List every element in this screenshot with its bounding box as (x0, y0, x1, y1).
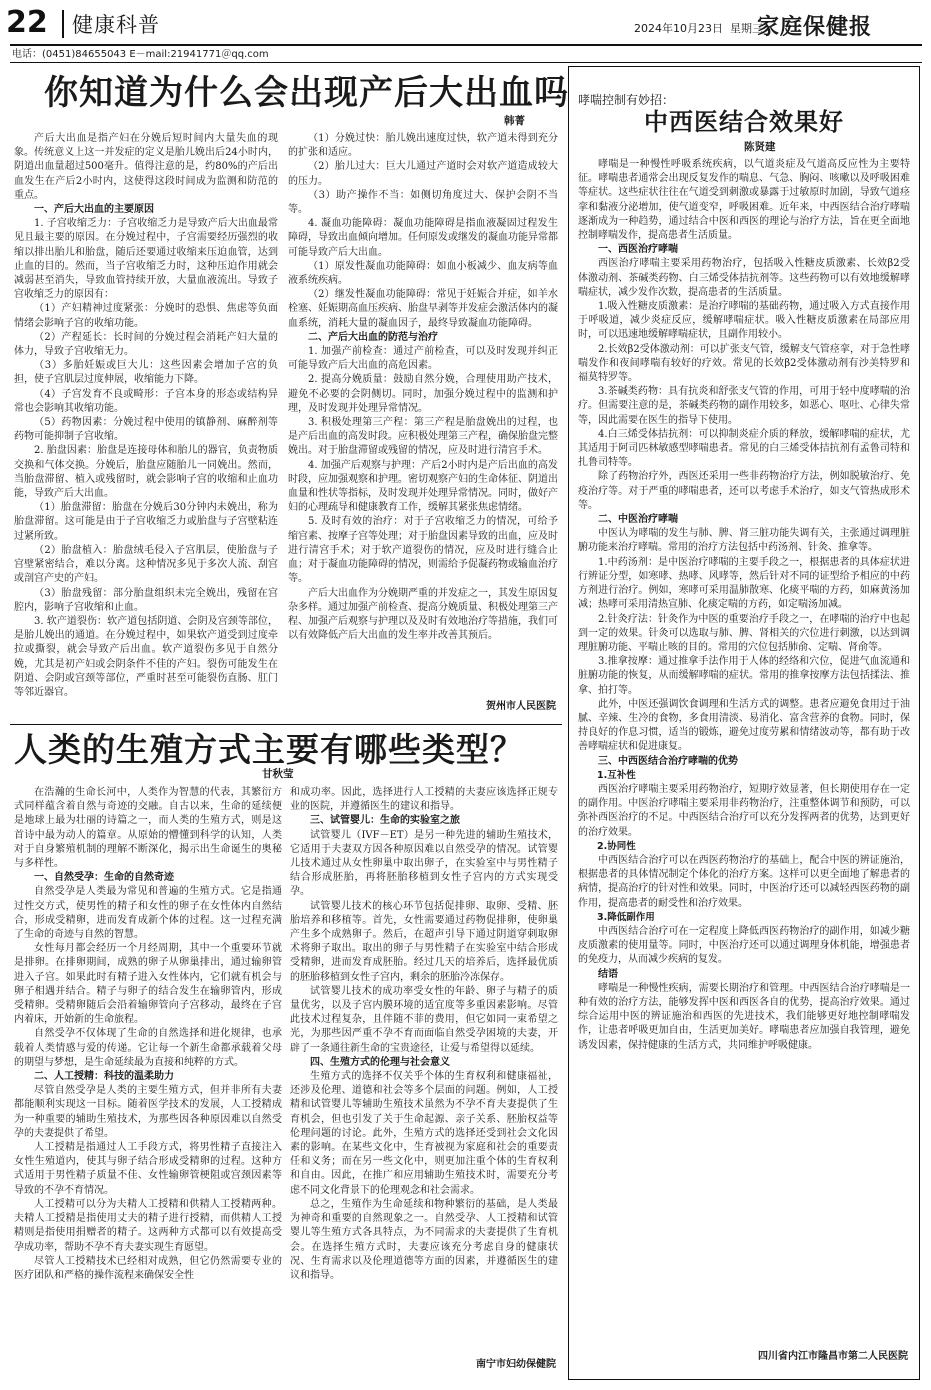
paragraph: （3）胎盘残留：部分胎盘组织未完全娩出，残留在宫腔内，影响子宫收缩和止血。 (14, 587, 278, 613)
sub-heading: 2.协同性 (597, 840, 636, 852)
article2-col2 (290, 786, 558, 1354)
paragraph: （2）继发性凝血功能障碍：常见于妊娠合并症，如羊水栓塞、妊娠期高血压疾病、胎盘早剥等并发症会激活体内的凝血系统，消耗大量的凝血因子，最终导致凝血功能障碍。 (288, 289, 558, 329)
article1-col1 (14, 132, 278, 724)
article1-source: 贺州市人民医院 (486, 701, 556, 712)
paragraph: 哮喘是一种慢性呼吸系统疾病，以气道炎症及气道高反应性为主要特征。哮喘患者通常会出现反复发作的喘息、气急、胸闷、咳嗽以及呼吸困难等症状。这些症状往往在气道受到刺激或暴露于过敏原时加剧，导致气道痉挛和黏液分泌增加，使气道变窄，呼吸困难。近年来，中西医结合治疗哮喘逐渐成为一种趋势，通过结合中医和西医的理论与治疗方法，旨在更全面地控制哮喘发作，提高患者生活质量。 (578, 159, 910, 242)
paragraph: 4. 加强产后观察与护理：产后2小时内是产后出血的高发时段，应加强观察和护理。密切观察产妇的生命体征、阴道出血量和性状等指标，及时发现并处理异常情况。同时，做好产妇的心理疏导和健康教育工作，缓解其紧张焦虑情绪。 (288, 459, 558, 514)
paragraph: 西医治疗哮喘主要采用药物治疗，包括吸入性糖皮质激素、长效β2受体激动剂、茶碱类药物、白三烯受体拮抗剂等。这些药物可以有效地缓解哮喘症状，减少发作次数，提高患者的生活质量。 (578, 258, 910, 298)
paragraph: 3. 软产道裂伤：软产道包括阴道、会阴及宫颈等部位，是胎儿娩出的通道。在分娩过程中，如果软产道受到过度牵拉或撕裂，就会导致产后出血。软产道裂伤多见于自然分娩，尤其是初产妇或会阴条件不佳的产妇。裂伤可能发生在阴道、会阴或宫颈等部位，严重时甚至可能裂伤直肠、肛门等邻近器官。 (14, 615, 278, 698)
paragraph: （1）分娩过快：胎儿娩出速度过快，软产道未得到充分的扩张和适应。 (288, 133, 558, 159)
section-heading: 二、中医治疗哮喘 (598, 514, 678, 526)
section-title: 健康科普 (72, 13, 160, 37)
article2-col1 (14, 786, 282, 1382)
page-number: 22 (6, 5, 48, 40)
article3-author: 陈贤建 (744, 141, 776, 153)
paragraph: 人工授精可以分为夫精人工授精和供精人工授精两种。夫精人工授精是指使用丈夫的精子进行授精，而供精人工授精则是指使用捐赠者的精子。这两种方式都可以有效提高受孕成功率，帮助不孕不育夫妻实现生育愿望。 (14, 1198, 282, 1253)
section-heading: 二、产后大出血的防范与治疗 (308, 331, 438, 343)
section-heading: 二、人工授精：科技的温柔助力 (34, 1071, 174, 1083)
paragraph: 1.吸入性糖皮质激素：是治疗哮喘的基础药物，通过吸入方式直接作用于呼吸道，减少炎症反应，缓解哮喘症状。吸入性糖皮质激素在局部应用时，可以迅速地缓解哮喘症状，且副作用较小。 (578, 301, 910, 341)
article3-title: 中西医结合效果好 (644, 107, 844, 136)
paragraph: 哮喘是一种慢性疾病，需要长期治疗和管理。中西医结合治疗哮喘是一种有效的治疗方法，能够发挥中医和西医各自的优势，提高治疗效果。通过综合运用中医的辨证施治和西医的先进技术，我们能够更好地控制哮喘发作，让患者呼吸更加自由，生活更加美好。哮喘患者应加强自我管理，避免诱发因素，保持健康的生活方式，共同维护呼吸健康。 (578, 982, 910, 1051)
paragraph: （5）药物因素：分娩过程中使用的镇静剂、麻醉剂等药物可能抑制子宫收缩。 (14, 417, 278, 443)
paragraph: 中医认为哮喘的发生与肺、脾、肾三脏功能失调有关，主张通过调理脏腑功能来治疗哮喘。常用的治疗方法包括中药汤剂、针灸、推拿等。 (578, 528, 910, 554)
paragraph: 2. 胎盘因素：胎盘是连接母体和胎儿的器官，负责物质交换和气体交换。分娩后，胎盘应随胎儿一同娩出。然而，当胎盘滞留、植入或残留时，就会影响子宫的收缩和止血功能，导致产后大出血。 (14, 445, 278, 500)
paragraph: 女性每月都会经历一个月经周期，其中一个重要环节就是排卵。在排卵期间，成熟的卵子从卵巢排出，通过输卵管进入子宫。如果此时有精子进入女性体内，它们就有机会与卵子相遇并结合。精子与卵子的结合发生在输卵管内，形成受精卵。受精卵随后会沿着输卵管向子宫移动，最终在子宫内着床，开始新的生命旅程。 (14, 943, 282, 1026)
paragraph: 除了药物治疗外，西医还采用一些非药物治疗方法，例如脱敏治疗、免疫治疗等。对于严重的哮喘患者，还可以考虑手术治疗，如支气管热成形术等。 (578, 471, 910, 511)
paragraph: 3. 积极处理第三产程：第三产程是胎盘娩出的过程，也是产后出血的高发时段。应积极处理第三产程，确保胎盘完整娩出。对于胎盘滞留或残留的情况，应及时进行清宫手术。 (288, 417, 558, 457)
paragraph: （1）产妇精神过度紧张：分娩时的恐惧、焦虑等负面情绪会影响子宫的收缩功能。 (14, 303, 278, 329)
masthead-divider (62, 10, 64, 38)
issue-weekday: 星期三 (730, 22, 763, 35)
sub-heading: 1.互补性 (597, 769, 636, 781)
section-heading: 结语 (598, 968, 618, 980)
paragraph: 总之，生殖作为生命延续和物种繁衍的基础，是人类最为神奇和重要的自然现象之一。自然受孕、人工授精和试管婴儿等生殖方式各具特点，为不同需求的夫妻提供了生育机会。在选择生殖方式时，夫妻应该充分考虑自身的健康状况、生育需求以及伦理道德等方面的因素，并遵循医生的建议和指导。 (290, 1198, 558, 1281)
paragraph: 此外，中医还强调饮食调理和生活方式的调整。患者应避免食用过于油腻、辛辣、生冷的食物，多食用清淡、易消化、富含营养的食物。同时，保持良好的作息习惯，适当的锻炼，避免过度劳累和情绪波动等，都有助于改善哮喘症状和促进康复。 (578, 698, 910, 753)
article2-source: 南宁市妇幼保健院 (476, 1359, 556, 1370)
sub-heading: 3.降低副作用 (597, 911, 655, 923)
paragraph: 在浩瀚的生命长河中，人类作为智慧的代表，其繁衍方式同样蕴含着自然与奇迹的交融。自古以来，生命的延续便是地球上最为壮丽的诗篇之一，而人类的生殖方式，则是这首诗中最为动人的篇章。从原始的懵懂到科学的认知，人类对于自身繁殖机制的理解不断深化，揭示出生命诞生的奥秘与多样性。 (14, 787, 282, 870)
issue-date: 2024年10月23日 (634, 22, 723, 35)
paragraph: 试管婴儿（IVF－ET）是另一种先进的辅助生殖技术，它适用于夫妻双方因各种原因难以自然受孕的情况。试管婴儿技术通过从女性卵巢中取出卵子，在实验室中与男性精子结合形成胚胎，再将胚胎移植到女性子宫内的方式实现受孕。 (290, 829, 558, 898)
dateline (634, 22, 763, 36)
paragraph: 4.白三烯受体拮抗剂：可以抑制炎症介质的释放，缓解哮喘的症状，尤其适用于阿司匹林敏感型哮喘患者。常见的白三烯受体拮抗剂有孟鲁司特和扎鲁司特等。 (578, 428, 910, 469)
paragraph: 2. 提高分娩质量：鼓励自然分娩，合理使用助产技术，避免不必要的会阴侧切。同时，加强分娩过程中的监测和护理，及时发现并处理异常情况。 (288, 374, 558, 414)
paragraph: 产后大出血作为分娩期严重的并发症之一，其发生原因复杂多样。通过加强产前检查、提高分娩质量、积极处理第三产程、加强产后观察与护理以及及时有效地治疗等措施，我们可以有效降低产后大出血的发生率并改善其预后。 (288, 587, 558, 642)
paragraph: 2.长效β2受体激动剂：可以扩张支气管，缓解支气管痉挛，对于急性哮喘发作和夜间哮喘有较好的疗效。常见的长效β2受体激动剂有沙美特罗和福莫特罗等。 (578, 343, 910, 384)
article1-col2 (288, 132, 558, 688)
paragraph: （1）胎盘滞留：胎盘在分娩后30分钟内未娩出，称为胎盘滞留。这可能是由于子宫收缩乏力或胎盘与子宫壁粘连过紧所致。 (14, 502, 278, 542)
section-heading: 一、产后大出血的主要原因 (34, 204, 154, 216)
article-divider (10, 724, 562, 725)
article3-body (578, 158, 910, 1344)
paragraph: 西医治疗哮喘主要采用药物治疗，短期疗效显著，但长期使用存在一定的副作用。中医治疗哮喘主要采用非药物治疗，注重整体调节和预防，可以弥补西医治疗的不足。中西医结合治疗可以充分发挥两者的优势，达到更好的治疗效果。 (578, 783, 910, 838)
paragraph: 中西医结合治疗可在一定程度上降低西医药物治疗的副作用，如减少糖皮质激素的使用量等。同时，中医治疗还可以通过调理身体机能，增强患者的免疫力，从而减少疾病的复发。 (578, 925, 910, 966)
section-heading: 三、试管婴儿：生命的实验室之旅 (310, 815, 460, 827)
paragraph: （4）子宫发育不良或畸形：子宫本身的形态或结构异常也会影响其收缩功能。 (14, 388, 278, 414)
contact-rule (10, 62, 922, 63)
paragraph: 试管婴儿技术的成功率受女性的年龄、卵子与精子的质量优劣，以及子宫内膜环境的适宜度等多重因素影响。尽管此技术过程复杂，且伴随不菲的费用，但它如同一束希望之光，为那些因严重不孕不育而面临自然受孕困境的夫妻，开辟了一条通往新生命的宝贵途径，让爱与希望得以延续。 (290, 985, 558, 1054)
paragraph: 3.推拿按摩：通过推拿手法作用于人体的经络和穴位，促进气血流通和脏腑功能的恢复，从而缓解哮喘的症状。常用的推拿按摩方法包括揉法、推拿、拍打等。 (578, 656, 910, 696)
paragraph: 1.中药汤剂：是中医治疗哮喘的主要手段之一，根据患者的具体症状进行辨证分型，如寒哮、热哮、风哮等，然后针对不同的证型给予相应的中药方剂进行治疗。例如，寒哮可采用温肺散寒、化痰平喘的方药，如麻黄汤加减；热哮可采用清热宣肺、化痰定喘的方药，如定喘汤加减。 (578, 556, 910, 611)
paragraph: 自然受孕是人类最为常见和普遍的生殖方式。它是指通过性交方式，使男性的精子和女性的卵子在女性体内自然结合，形成受精卵，进而发育成新个体的过程。这一过程充满了生命的奇迹与自然的智慧。 (14, 886, 282, 941)
paragraph: （3）多胎妊娠或巨大儿：这些因素会增加子宫的负担，使子宫肌层过度伸展，收缩能力下降。 (14, 360, 278, 386)
article2-title: 人类的生殖方式主要有哪些类型？ (14, 730, 524, 769)
paragraph: （2）胎盘植入：胎盘绒毛侵入子宫肌层，使胎盘与子宫壁紧密结合，难以分离。这种情况多见于多次人流、刮宫或剖宫产史的产妇。 (14, 544, 278, 585)
paragraph: 1. 子宫收缩乏力：子宫收缩乏力是导致产后大出血最常见且最主要的原因。在分娩过程中，子宫需要经历强烈的收缩以排出胎儿和胎盘，随后还要通过收缩来压迫血管，达到止血的目的。然而，当子宫收缩乏力时，这种压迫作用就会减弱甚至消失，导致血管持续开放，大量血液流出。导致子宫收缩乏力的原因有： (14, 218, 278, 301)
paragraph: 中西医结合治疗可以在西医药物治疗的基础上，配合中医的辨证施治，根据患者的具体情况制定个体化的治疗方案。这样可以更全面地了解患者的病情，提高治疗的针对性和效果。同时，中医治疗还可以减轻西医药物的副作用，提高患者的耐受性和治疗效果。 (578, 854, 910, 909)
paragraph: （3）助产操作不当：如侧切角度过大、保护会阴不当等。 (288, 189, 558, 216)
paragraph: 4. 凝血功能障碍：凝血功能障碍是指血液凝固过程发生障碍，导致出血倾向增加。任何原发或继发的凝血功能异常都可能导致产后大出血。 (288, 218, 558, 258)
article3-source: 四川省内江市隆昌市第二人民医院 (758, 1351, 908, 1362)
paragraph: 人工授精是指通过人工手段方式，将男性精子直接注入女性生殖道内，使其与卵子结合形成受精卵的过程。这种方式适用于男性精子质量不佳、女性输卵管梗阻或宫颈因素等导致的不孕不育情况。 (14, 1142, 282, 1196)
section-heading: 一、西医治疗哮喘 (598, 244, 678, 256)
paragraph: 产后大出血是指产妇在分娩后短时间内大量失血的现象。传统意义上这一并发症的定义是胎儿娩出后24小时内，阴道出血量超过500毫升。值得注意的是，约80%的产后出血发生在产后2小时内，这使得这段时间成为监测和防范的重点。 (14, 133, 278, 201)
paragraph: 尽管自然受孕是人类的主要生殖方式，但并非所有夫妻都能顺利实现这一目标。随着医学技术的发展，人工授精成为一种重要的辅助生殖技术，为那些因各种原因难以自然受孕的夫妻提供了希望。 (14, 1085, 282, 1139)
paper-name: 家庭保健报 (757, 14, 873, 40)
section-heading: 三、中西医结合治疗哮喘的优势 (598, 755, 738, 767)
paragraph: 2.针灸疗法：针灸作为中医的重要治疗手段之一，在哮喘的治疗中也起到一定的效果。针灸可以选取与肺、脾、肾相关的穴位进行刺激，以达到调理脏腑功能、平喘止咳的目的。常用的穴位包括肺俞、定喘、肾俞等。 (578, 613, 910, 653)
paragraph: 尽管人工授精技术已经相对成熟，但它仍然需要专业的医疗团队和严格的操作流程来确保安全性 (14, 1255, 282, 1281)
paragraph: （2）胎儿过大：巨大儿通过产道时会对软产道造成较大的压力。 (288, 161, 558, 187)
article1-author: 韩菁 (504, 115, 525, 127)
paragraph: 试管婴儿技术的核心环节包括促排卵、取卵、受精、胚胎培养和移植等。首先，女性需要通过药物促排卵，使卵巢产生多个成熟卵子。然后，在超声引导下通过阴道穿刺取卵术将卵子取出。取出的卵子与男性精子在实验室中结合形成受精卵，进而发育成胚胎。经过几天的培养后，选择最优质的胚胎移植到女性子宫内，剩余的胚胎冷冻保存。 (290, 900, 558, 983)
section-heading: 四、生殖方式的伦理与社会意义 (310, 1056, 450, 1068)
article1-title: 你知道为什么会出现产后大出血吗 (44, 73, 569, 113)
section-heading: 一、自然受孕：生命的自然奇迹 (34, 872, 174, 884)
paragraph: 1. 加强产前检查：通过产前检查，可以及时发现并纠正可能导致产后大出血的高危因素。 (288, 346, 558, 372)
paragraph: （1）原发性凝血功能障碍：如血小板减少、血友病等血液系统疾病。 (288, 260, 558, 287)
paragraph: 生殖方式的选择不仅关乎个体的生育权利和健康福祉，还涉及伦理、道德和社会等多个层面的问题。例如，人工授精和试管婴儿等辅助生殖技术虽然为不孕不育夫妻提供了生育机会，但也引发了关于生命起源、亲子关系、胚胎权益等伦理问题的讨论。此外，生殖方式的选择还受到社会文化因素的影响。在某些文化中，生育被视为家庭和社会的重要责任和义务；而在另一些文化中，则更加注重个体的生育权利和自由。因此，在推广和应用辅助生殖技术时，需要充分考虑不同文化背景下的伦理观念和社会需求。 (290, 1071, 558, 1196)
paragraph: 3.茶碱类药物：具有抗炎和舒张支气管的作用，可用于轻中度哮喘的治疗。但需要注意的是，茶碱类药物的副作用较多，如恶心、呕吐、心律失常等，因此需要在医生的指导下使用。 (578, 386, 910, 426)
article2-author: 甘秋莹 (262, 768, 294, 780)
contact-line: 电话：(0451)84655043 E－mail:21941771＠qq.com (12, 49, 269, 60)
paragraph: 5. 及时有效的治疗：对于子宫收缩乏力的情况，可给予缩宫素、按摩子宫等处理；对于胎盘因素导致的出血，应及时进行清宫手术；对于软产道裂伤的情况，应及时进行缝合止血；对于凝血功能障碍的情况，则需给予促凝药物或输血治疗等。 (288, 516, 558, 585)
paragraph: 和成功率。因此，选择进行人工授精的夫妻应该选择正规专业的医院，并遵循医生的建议和指导。 (290, 787, 558, 813)
masthead-rule (10, 44, 922, 46)
paragraph: 自然受孕不仅体现了生命的自然选择和进化规律，也承载着人类情感与爱的传递。它让每一个新生命都承载着父母的期望与梦想，是生命延续最为直接和纯粹的方式。 (14, 1028, 282, 1068)
article3-kicker: 哮喘控制有妙招： (578, 93, 675, 107)
paragraph: （2）产程延长：长时间的分娩过程会消耗产妇大量的体力，导致子宫收缩无力。 (14, 331, 278, 358)
